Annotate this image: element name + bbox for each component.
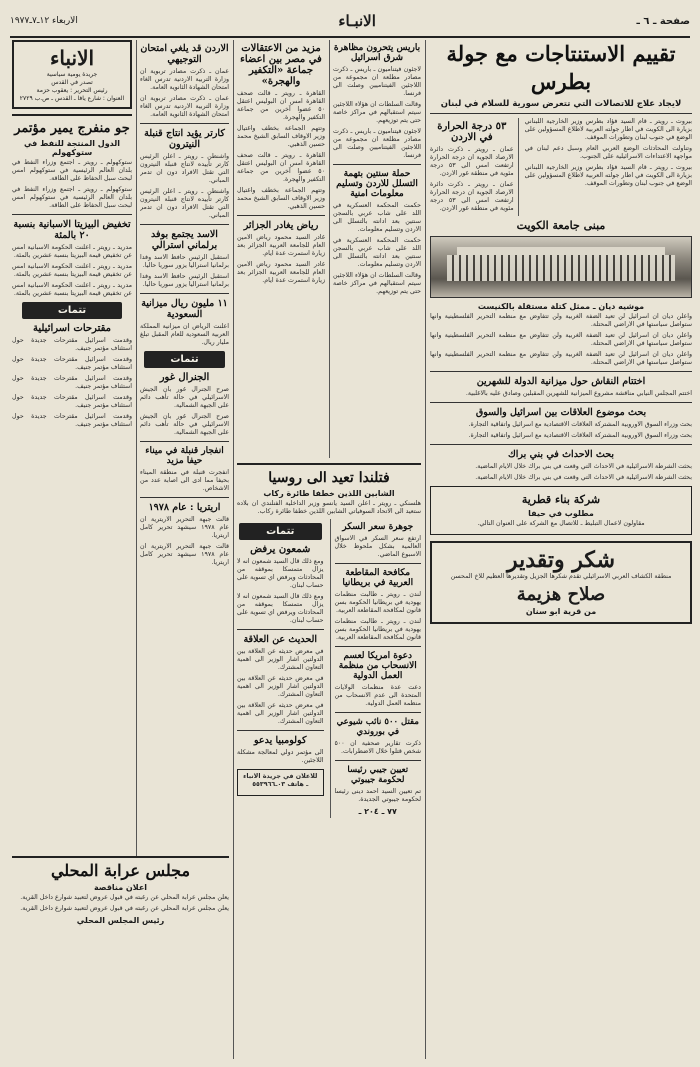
russia-body: هلسنكي ـ رويتر ـ اعلن السيد يانسو وزير الداخلية الفنلندي ان بلاده ستعيد الى الاتحاد السوفياتي الشابين اللذين خطفا طائرة ركاب. [237,500,421,515]
masthead-line: جريدة يومية سياسية [46,71,98,78]
proposals-body: وقدمت اسرائيل مقترحات جديدة حول استئناف مؤتمر جنيف. [12,394,132,409]
haifa-body: انفجرت قنبلة في منطقة الميناء بحيفا مما ادى الى اصابة عدد من الاشخاص. [140,469,229,492]
photo-story: واعلن ديان ان اسرائيل لن تعيد الضفة الغربية ولن تتفاوض مع منظمة التحرير الفلسطينية وانها ستواصل سياستها في الاراضي المحتلة. [430,351,692,366]
contact-box [237,769,324,796]
photo-headline: مبنى جامعة الكويت [516,219,606,232]
thanks-ad-title: شكر وتقدير [506,547,616,573]
lead-headline: تقييم الاستنتاجات مع جولة بطرس [446,41,676,94]
relationship-body: في معرض حديثه عن العلاقة بين الدولتين اشار الوزير الى اهمية التعاون المشترك. [237,702,324,725]
djibouti-headline: تعيين جيبي رئيسا لحكومة جيبوتي [347,765,409,785]
lower-center-block [237,458,421,1059]
sugar-headline: جوهرة سعر السكر [342,522,414,532]
general-headline: الجنرال غور [159,372,210,383]
paris-body: وقالت السلطات ان هؤلاء اللاجئين سيتم استقبالهم في مراكز خاصة حتى يتم توزيعهم. [333,101,421,124]
riad-body: غادر السيد محمود رياض الامين العام للجامعة العربية الجزائر بعد زيارة استمرت عدة ايام. [237,261,325,284]
spain-body: مدريد ـ رويتر ـ اعلنت الحكومة الاسبانية امس عن تخفيض قيمة البيزيتا بنسبة عشرين بالمئة. [12,244,132,259]
shimon-body: ومع ذلك قال السيد شمعون انه لا يزال متمسكا بموقفه من المحادثات ويرفض اي تسوية على حساب لبنان. [237,593,324,624]
thanks-ad-body: منطقة الكشاف العربي الاسرائيلي تقدم شكرها الجزيل وتقديرها العظيم للاخ المحسن [450,573,672,580]
burundi-body: ذكرت تقارير صحفية ان ٥٠٠ شخص قتلوا خلال الاضطرابات. [334,740,421,755]
temperature-headline: ٥٣ درجة الحرارة في الاردن [437,121,507,143]
date-line: ٧٧ ـ ٢٠٤ ـ [358,807,397,816]
paris-headline: باريس يتحرون مظاهرة شرق اسرائيل [333,43,421,63]
colombia-body: الى مؤتمر دولي لمعالجة مشكلة اللاجئين. [237,749,324,764]
thanks-ad-footer: من قرية ابو سنان [525,607,597,616]
carter-body: واشنطن ـ رويتر ـ اعلن الرئيس كارتر تأييده لانتاج قنبلة النيترون التي تقتل الافراد دون ان تدمر المباني. [140,153,229,184]
temperature-body: عمان ـ رويتر ـ ذكرت دائرة الارصاد الجوية ان درجة الحرارة ارتفعت امس الى ٥٣ درجة مئوية في منطقة غور الاردن. [430,146,514,177]
infiltration-body: حكمت المحكمة العسكرية في اللد على شاب عربي بالسجن سنتين بعد ادانته بالتسلل الى الاردن وتسليم معلومات. [333,237,421,268]
council-ad-title: مجلس عرابة المحلي [50,861,191,880]
council-ad-subtitle: اعلان مناقصة [93,883,148,892]
council-ad-body: يعلن مجلس عرابة المحلي عن رغبته في قبول عروض لتعبيد شوارع داخل القرية. [20,905,229,912]
lead-paragraph: وتناولت المحادثات الوضع العربي العام وسبل دعم لبنان في مواجهة الاعتداءات الاسرائيلية على الجنوب. [524,145,692,160]
spain-headline: تخفيض البيزيتا الاسبانية بنسبة ٢٠ بالمئة [13,219,131,241]
infiltration-headline: حملة سنتين بتهمة التسلل للاردن وتسليم معلومات امنية [336,169,418,199]
events-body: بحثت الشرطة الاسرائيلية في الاحداث التي وقعت في بني براك خلال الايام الماضية. [475,463,692,470]
saudi-headline: ١١ مليون ريال ميزانية السعودية [141,298,228,320]
followups-banner: تتمات [239,523,322,540]
jordan-exam-body: عمان ـ ذكرت مصادر تربوية ان وزارة التربية الاردنية تدرس الغاء امتحان الشهادة الثانوية العامة. [140,68,229,91]
masthead-address: العنوان : شارع يافا ـ القدس ـ ص.ب ٢٧٢٩ [19,95,125,102]
saudi-body: اعلنت الرياض ان ميزانية المملكة العربية السعودية للعام المقبل تبلغ مليار ريال. [140,323,229,346]
egypt-body: القاهرة ـ رويتر ـ قالت صحف القاهرة امس ان البوليس اعتقل ٥٠ عضوا آخرين من جماعة التكفير والهجرة. [237,152,325,183]
general-body: صرح الجنرال غور بان الجيش الاسرائيلي في حالة تأهب دائم على الجبهة الشمالية. [140,386,229,409]
thanks-ad-name: صلاح هزيمة [516,584,606,605]
stockholm-body: ستوكهولم ـ رويتر ـ اجتمع وزراء النفط في بلدان العالم الرئيسية في ستوكهولم امس لبحث سبل الحفاظ على الطاقة. [12,159,132,182]
relationship-body: في معرض حديثه عن العلاقة بين الدولتين اشار الوزير الى اهمية التعاون المشترك. [237,675,324,698]
council-ad [12,856,229,1059]
company-ad-subtitle: مطلوب في حيفا [528,509,594,518]
assad-body: استقبل الرئيس حافظ الاسد وفدا برلمانيا استراليا يزور سوريا حاليا. [140,273,229,288]
page-header [10,6,690,38]
company-ad [430,486,692,535]
council-ad-body: يعلن مجلس عرابة المحلي عن رغبته في قبول عروض لتعبيد شوارع داخل القرية. [20,894,229,901]
issue-date: الاربعاء ١٢ـ٧ـ١٩٧٧ [10,16,78,26]
sugar-body: ارتفع سعر السكر في الاسواق العالمية بشكل ملحوظ خلال الاسبوع الماضي. [334,535,421,558]
contact-text: للاعلان في جريدة الانباء ـ هاتف ٠٣ـ٥٥٣٩٦٦ [243,773,318,788]
assad-body: استقبل الرئيس حافظ الاسد وفدا برلمانيا استراليا يزور سوريا حاليا. [140,254,229,269]
paris-body: لاجئون فيتناميون ـ باريس ـ ذكرت مصادر مطلعة ان مجموعة من اللاجئين الفيتناميين وصلت الى فرنسا. [333,66,421,97]
shimon-headline: شمعون يرفض [250,544,311,555]
lead-subheadline: لايجاد علاج للاتصالات التي تتعرض سورية للسلام في لبنان [440,99,682,109]
jordan-exam-body: عمان ـ ذكرت مصادر تربوية ان وزارة التربية الاردنية تدرس الغاء امتحان الشهادة الثانوية العامة. [140,95,229,118]
events-headline: بحث الاحداث في بني براك [507,449,615,460]
budget-headline: اختتام النقاش حول ميزانية الدولة للشهرين [476,376,646,387]
djibouti-body: تم تعيين السيد احمد دينى رئيسا لحكومة جيبوتي الجديدة. [334,788,421,803]
masthead-box [12,40,132,109]
colombia-headline: كولومبيا يدعو [254,735,307,746]
photo-caption: موشيه ديان ـ ممثل كتلة مستقلة بالكنيست [477,302,645,311]
paris-body: لاجئون فيتناميون ـ باريس ـ ذكرت مصادر مطلعة ان مجموعة من اللاجئين الفيتناميين وصلت الى فرنسا. [333,128,421,159]
eritrea-body: قالت جبهة التحرير الاريترية ان عام ١٩٧٨ سيشهد تحرير كامل اريتريا. [140,543,229,566]
russia-subheadline: الشابين اللذين خطفا طائرة ركاب [263,489,395,498]
riad-body: غادر السيد محمود رياض الامين العام للجامعة العربية الجزائر بعد زيارة استمرت عدة ايام. [237,234,325,257]
burundi-headline: مقتل ٥٠٠ نائب شيوعي في بوروندي [336,717,419,737]
followups-banner: تتمات [22,302,122,319]
proposals-body: وقدمت اسرائيل مقترحات جديدة حول استئناف مؤتمر جنيف. [12,356,132,371]
egypt-headline: مزيد من الاعتقالات في مصر بين اعضاء جماعة «التكفير والهجرة» [240,43,322,87]
page-number: صفحة ـ ٦ ـ [636,15,690,27]
spain-body: مدريد ـ رويتر ـ اعلنت الحكومة الاسبانية امس عن تخفيض قيمة البيزيتا بنسبة عشرين بالمئة. [12,263,132,278]
spain-body: مدريد ـ رويتر ـ اعلنت الحكومة الاسبانية امس عن تخفيض قيمة البيزيتا بنسبة عشرين بالمئة. [12,282,132,297]
company-ad-title: شركة بناء قطرية [521,493,601,506]
masthead-name: الانباء [49,46,95,70]
proposals-headline: مقترحات اسرائيلية [32,323,112,334]
relations-body: بحث وزراء السوق الاوروبية المشتركة العلاقات الاقتصادية مع اسرائيل واتفاقية التجارة. [468,421,692,428]
relationship-body: في معرض حديثه عن العلاقة بين الدولتين اشار الوزير الى اهمية التعاون المشترك. [237,648,324,671]
egypt-body: وتتهم الجماعة بخطف واغتيال وزير الاوقاف السابق الشيخ محمد حسين الذهبي. [237,187,325,210]
assad-headline: الاسد يجتمع بوفد برلماني استرالي [151,229,218,251]
russia-headline: فتلندا تعيد الى روسيا [268,470,390,486]
photo-story: واعلن ديان ان اسرائيل لن تعيد الضفة الغربية ولن تتفاوض مع منظمة التحرير الفلسطينية وانها ستواصل سياستها في الاراضي المحتلة. [430,332,692,347]
lead-paragraph: بيروت ـ رويتر ـ قام السيد فؤاد بطرس وزير الخارجية اللبناني بزيارة الى الكويت في اطار جولته العربية لاطلاع المسؤولين على الوضع في جنوب لبنان وتطورات الموقف. [524,164,692,187]
proposals-body: وقدمت اسرائيل مقترحات جديدة حول استئناف مؤتمر جنيف. [12,337,132,352]
shimon-body: ومع ذلك قال السيد شمعون انه لا يزال متمسكا بموقفه من المحادثات ويرفض اي تسوية على حساب لبنان. [237,558,324,589]
proposals-body: وقدمت اسرائيل مقترحات جديدة حول استئناف مؤتمر جنيف. [12,413,132,428]
eritrea-body: قالت جبهة التحرير الاريترية ان عام ١٩٧٨ سيشهد تحرير كامل اريتريا. [140,516,229,539]
relations-headline: بحث موضوع العلاقات بين اسرائيل والسوق [475,407,647,418]
proposals-body: وقدمت اسرائيل مقترحات جديدة حول استئناف مؤتمر جنيف. [12,375,132,390]
company-ad-body: مقاولون لاعمال التبليط ـ للاتصال مع الشركة على العنوان التالي. [477,520,645,527]
eritrea-headline: اريتريا : عام ١٩٧٨ [148,502,221,513]
infiltration-body: حكمت المحكمة العسكرية في اللد على شاب عربي بالسجن سنتين بعد ادانته بالتسلل الى الاردن وتسليم معلومات. [333,202,421,233]
stockholm-subheadline: الدول المنتجة للنفط في ستوكهولم [23,139,121,157]
thanks-ad [430,541,692,624]
council-ad-signature: رئيس المجلس المحلي [76,916,165,925]
column-right [430,40,692,1059]
stockholm-headline: جو منفرج يمير مؤتمر [14,121,130,136]
britain-body: لندن ـ رويتر ـ طالبت منظمات يهودية في بريطانيا الحكومة بسن قانون لمكافحة المقاطعة العربية. [334,618,421,641]
carter-headline: كارتر يؤيد انتاج قنبلة النيترون [144,128,225,150]
stockholm-body: ستوكهولم ـ رويتر ـ اجتمع وزراء النفط في بلدان العالم الرئيسية في ستوكهولم امس لبحث سبل الحفاظ على الطاقة. [12,186,132,209]
ilo-headline: دعوة امريكا لعسم الانسحاب من منظمة العمل الدولية [338,651,417,681]
budget-body: اختتم المجلس النيابي مناقشة مشروع الميزانية للشهرين المقبلين وصادق عليه بالاغلبية. [465,390,692,397]
general-body: صرح الجنرال غور بان الجيش الاسرائيلي في حالة تأهب دائم على الجبهة الشمالية. [140,413,229,436]
followups-banner: تتمات [144,351,225,368]
carter-body: واشنطن ـ رويتر ـ اعلن الرئيس كارتر تأييده لانتاج قنبلة النيترون التي تقتل الافراد دون ان تدمر المباني. [140,188,229,219]
egypt-body: القاهرة ـ رويتر ـ قالت صحف القاهرة امس ان البوليس اعتقل ٥٠ عضوا آخرين من جماعة التكفير والهجرة. [237,90,325,121]
jordan-exam-headline: الاردن قد يلغي امتحان التوجيهي [140,43,229,65]
riad-headline: رياض يغادر الجزائر [243,220,319,231]
relations-body: بحث وزراء السوق الاوروبية المشتركة العلاقات الاقتصادية مع اسرائيل واتفاقية التجارة. [468,432,692,439]
infiltration-body: وقالت السلطات ان هؤلاء اللاجئين سيتم استقبالهم في مراكز خاصة حتى يتم توزيعهم. [333,272,421,295]
britain-body: لندن ـ رويتر ـ طالبت منظمات يهودية في بريطانيا الحكومة بسن قانون لمكافحة المقاطعة العربية. [334,591,421,614]
building-photo [430,236,692,298]
masthead-line: تصدر في القدس [51,79,93,86]
lead-paragraph: بيروت ـ رويتر ـ قام السيد فؤاد بطرس وزير الخارجية اللبناني بزيارة الى الكويت في اطار جولته العربية لاطلاع المسؤولين على الوضع في جنوب لبنان وتطورات الموقف. [524,118,692,141]
egypt-body: وتتهم الجماعة بخطف واغتيال وزير الاوقاف السابق الشيخ محمد حسين الذهبي. [237,125,325,148]
temperature-body: عمان ـ رويتر ـ ذكرت دائرة الارصاد الجوية ان درجة الحرارة ارتفعت امس الى ٥٣ درجة مئوية في منطقة غور الاردن. [430,181,514,212]
britain-headline: مكافحة المقاطعة العربية في بريطانيا [342,568,414,588]
ilo-body: دعت عدة منظمات الولايات المتحدة الى عدم الانسحاب من منظمة العمل الدولية. [334,684,421,707]
events-body: بحثت الشرطة الاسرائيلية في الاحداث التي وقعت في بني براك خلال الايام الماضية. [475,474,692,481]
haifa-headline: انفجار قنبلة في ميناء حيفا مزيد [145,446,224,466]
newspaper-name: الانبـاء [338,12,376,30]
relationship-headline: الحديث عن العلاقة [243,634,318,645]
masthead-line: رئيس التحرير : يعقوب حزمة [36,87,108,94]
photo-story: واعلن ديان ان اسرائيل لن تعيد الضفة الغربية ولن تتفاوض مع منظمة التحرير الفلسطينية وانها ستواصل سياستها في الاراضي المحتلة. [430,313,692,328]
